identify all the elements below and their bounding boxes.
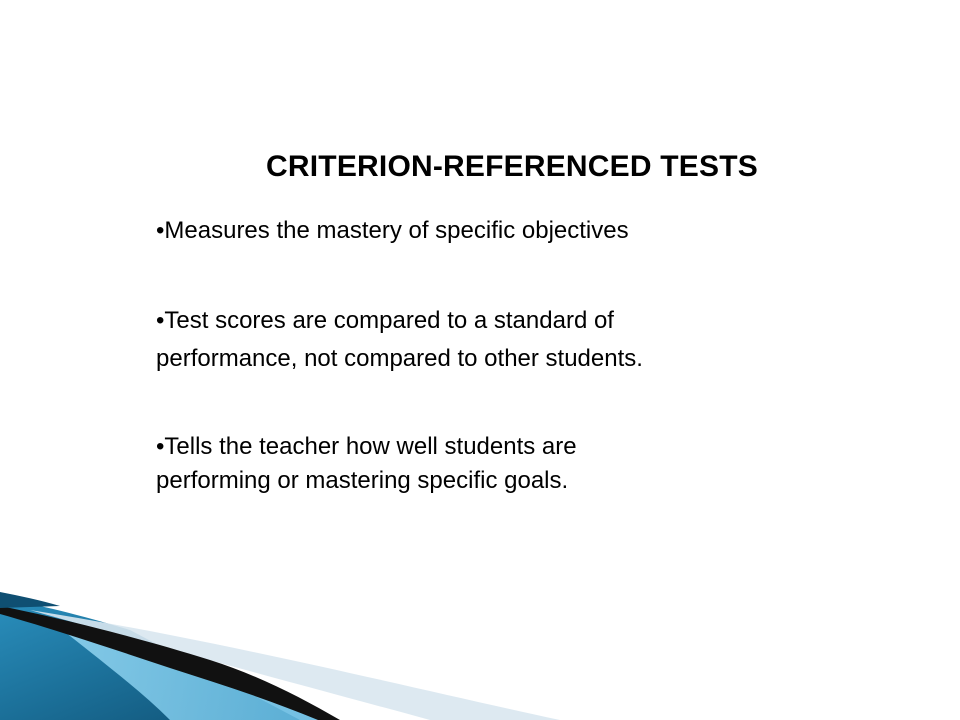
bullet-spacer (156, 250, 856, 302)
slide-title-text: CRITERION-REFERENCED TESTS (266, 150, 758, 183)
bullet-3-line-1: •Tells the teacher how well students are (156, 433, 577, 460)
bullet-2-line-2: performance, not compared to other students. (156, 345, 643, 372)
bullet-spacer (156, 378, 856, 430)
bullet-list (156, 212, 856, 498)
dark-sliver (0, 592, 60, 608)
bullet-1-line-1: •Measures the mastery of specific objectives (156, 217, 629, 244)
teal-wedge (0, 598, 300, 720)
light-blue-band (60, 628, 330, 720)
bullet-2-line-1: •Test scores are compared to a standard of (156, 307, 614, 334)
slide-title (0, 150, 960, 184)
pale-swoosh (30, 610, 560, 720)
bullet-3-line-2: performing or mastering specific goals. (156, 467, 569, 494)
black-swoosh (0, 606, 340, 720)
